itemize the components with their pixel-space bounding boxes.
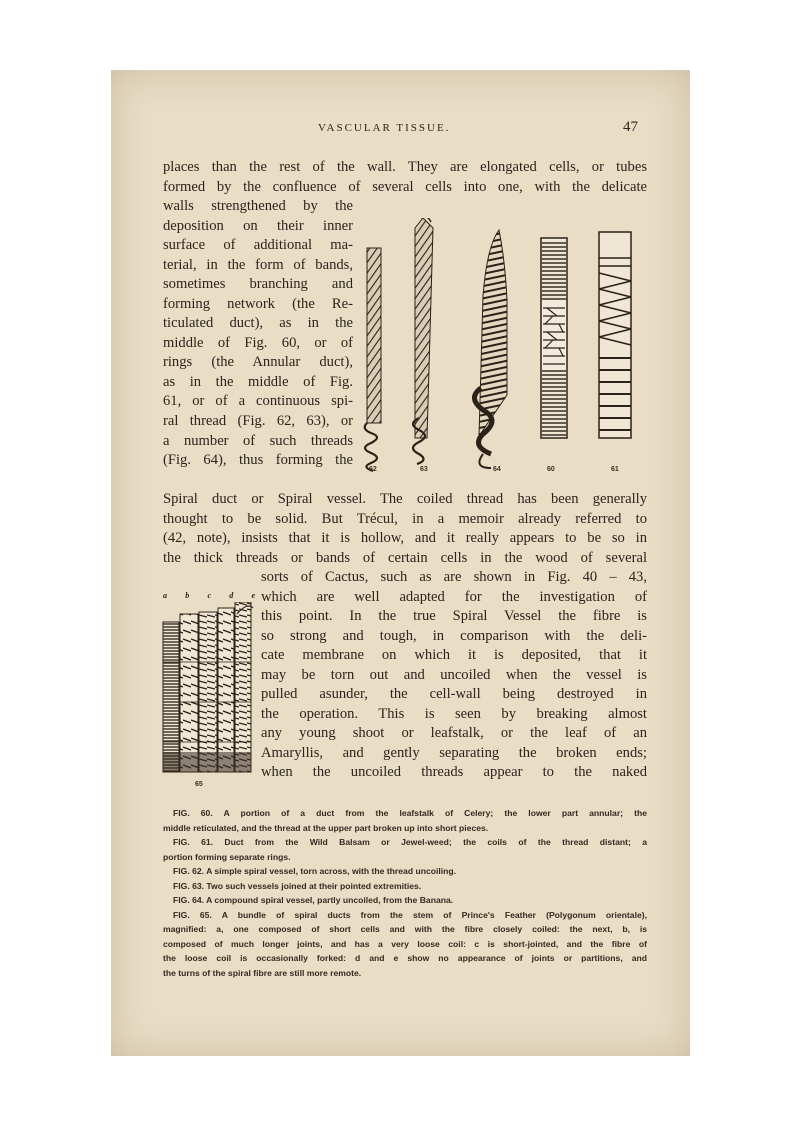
figure-label-65: 65 [195, 781, 203, 788]
letter-a: a [163, 591, 167, 600]
figure-captions [163, 806, 647, 980]
caption-line: FIG. 61. Duct from the Wild Balsam or Jewel-weed; the coils of the thread distant; a [173, 837, 647, 847]
figure-65-letters [163, 591, 255, 600]
text-line: terial, in the form of bands, [163, 256, 353, 273]
text-line: the thick threads or bands of certain cells in the wood of several [163, 549, 647, 566]
caption-line: magnified: a, one composed of short cells and with the fibre closely coiled: the next, b, is [163, 924, 647, 934]
text-line: the operation. This is seen by breaking almost [261, 705, 647, 722]
caption-line: FIG. 62. A simple spiral vessel, torn across, with the thread uncoiling. [173, 866, 457, 876]
caption-line: the loose coil is occasionally forked: d and e show no appearance of joints or partitions, and [163, 953, 647, 963]
caption-line: the turns of the spiral fibre are still more remote. [163, 967, 362, 978]
text-line: this point. In the true Spiral Vessel the fibre is [261, 608, 647, 625]
figure-60-celery-duct [541, 238, 567, 473]
text-line: formed by the confluence of several cells into one, with the delicate [163, 178, 647, 195]
figure-label-63: 63 [420, 466, 428, 473]
caption-line: FIG. 63. Two such vessels joined at their pointed extremities. [173, 880, 422, 891]
text-line: which are well adapted for the investigation of [261, 588, 647, 605]
text-line: Spiral duct or Spiral vessel. The coiled thread has been generally [163, 491, 647, 507]
letter-b: b [185, 591, 190, 600]
text-line: ticulated duct), as in the [163, 315, 353, 332]
text-line: middle of Fig. 60, or of [163, 334, 353, 351]
text-line: (Fig. 64), thus forming the [163, 452, 353, 469]
running-title: VASCULAR TISSUE. [318, 122, 451, 134]
caption-line: FIG. 60. A portion of a duct from the leafstalk of Celery; the lower part annular; the [173, 808, 647, 818]
figure-61-balsam-duct [599, 232, 631, 473]
text-line: sorts of Cactus, such as are shown in Fig. 40 – 43, [261, 569, 647, 585]
caption-line: FIG. 64. A compound spiral vessel, partly uncoiled, from the Banana. [173, 895, 454, 905]
text-line: rings (the Annular duct), [163, 354, 353, 371]
text-line: a number of such threads [163, 432, 353, 449]
text-line: places than the rest of the wall. They are elongated cells, or tubes [163, 159, 647, 175]
letter-d: d [229, 591, 234, 600]
figure-label-61: 61 [611, 466, 619, 473]
text-line: (42, note), insists that it is hollow, and it really appears to be so in [163, 530, 647, 547]
text-line: surface of additional ma- [163, 237, 353, 254]
caption-line: composed of much longer joints, and has a very loose coil: c is short-jointed, and the fibre of [163, 938, 647, 949]
figure-64-compound-spiral [474, 230, 507, 473]
letter-c: c [207, 591, 211, 600]
left-column-text [163, 197, 353, 471]
text-line: sometimes branching and [163, 276, 353, 293]
text-line: thought to be solid. But Trécul, in a memoir already referred to [163, 510, 647, 527]
text-line: so strong and tough, in comparison with the deli- [261, 627, 647, 644]
text-line: pulled asunder, the cell-wall being destroyed in [261, 686, 647, 703]
text-line: Amaryllis, and gently separating the broken ends; [261, 744, 647, 761]
text-line: 61, or of a continuous spi- [163, 393, 353, 410]
text-line: ral thread (Fig. 62, 63), or [163, 413, 353, 430]
text-line: deposition on their inner [163, 217, 353, 234]
figure-label-62: 62 [369, 466, 377, 473]
text-line: any young shoot or leafstalk, or the leaf of an [261, 725, 647, 742]
caption-line: middle reticulated, and the thread at the upper part broken up into short pieces. [163, 822, 489, 833]
text-line: forming network (the Re- [163, 295, 353, 312]
figure-label-64: 64 [493, 466, 501, 473]
figure-63-joined-vessels [413, 218, 433, 473]
book-page [111, 70, 690, 1056]
page-number: 47 [623, 119, 638, 135]
right-column-text [261, 568, 647, 783]
figures-62-to-61 [361, 218, 651, 480]
figure-65-spiral-bundle [159, 602, 259, 792]
text-line: when the uncoiled threads appear to the naked [261, 764, 647, 781]
middle-paragraph [163, 490, 647, 568]
figure-62-spiral-vessel [365, 248, 381, 473]
figure-label-60: 60 [547, 466, 555, 473]
caption-line: FIG. 65. A bundle of spiral ducts from the stem of Prince's Feather (Polygonum orientale), [173, 909, 647, 920]
letter-e: e [251, 591, 255, 600]
running-header [111, 119, 690, 142]
caption-line: portion forming separate rings. [163, 851, 291, 862]
text-line: walls strengthened by the [163, 198, 353, 214]
text-line: cate membrane on which it is deposited, that it [261, 647, 647, 664]
text-line: may be torn out and uncoiled when the vessel is [261, 666, 647, 683]
text-line: as in the middle of Fig. [163, 373, 353, 390]
top-paragraph [163, 158, 647, 197]
